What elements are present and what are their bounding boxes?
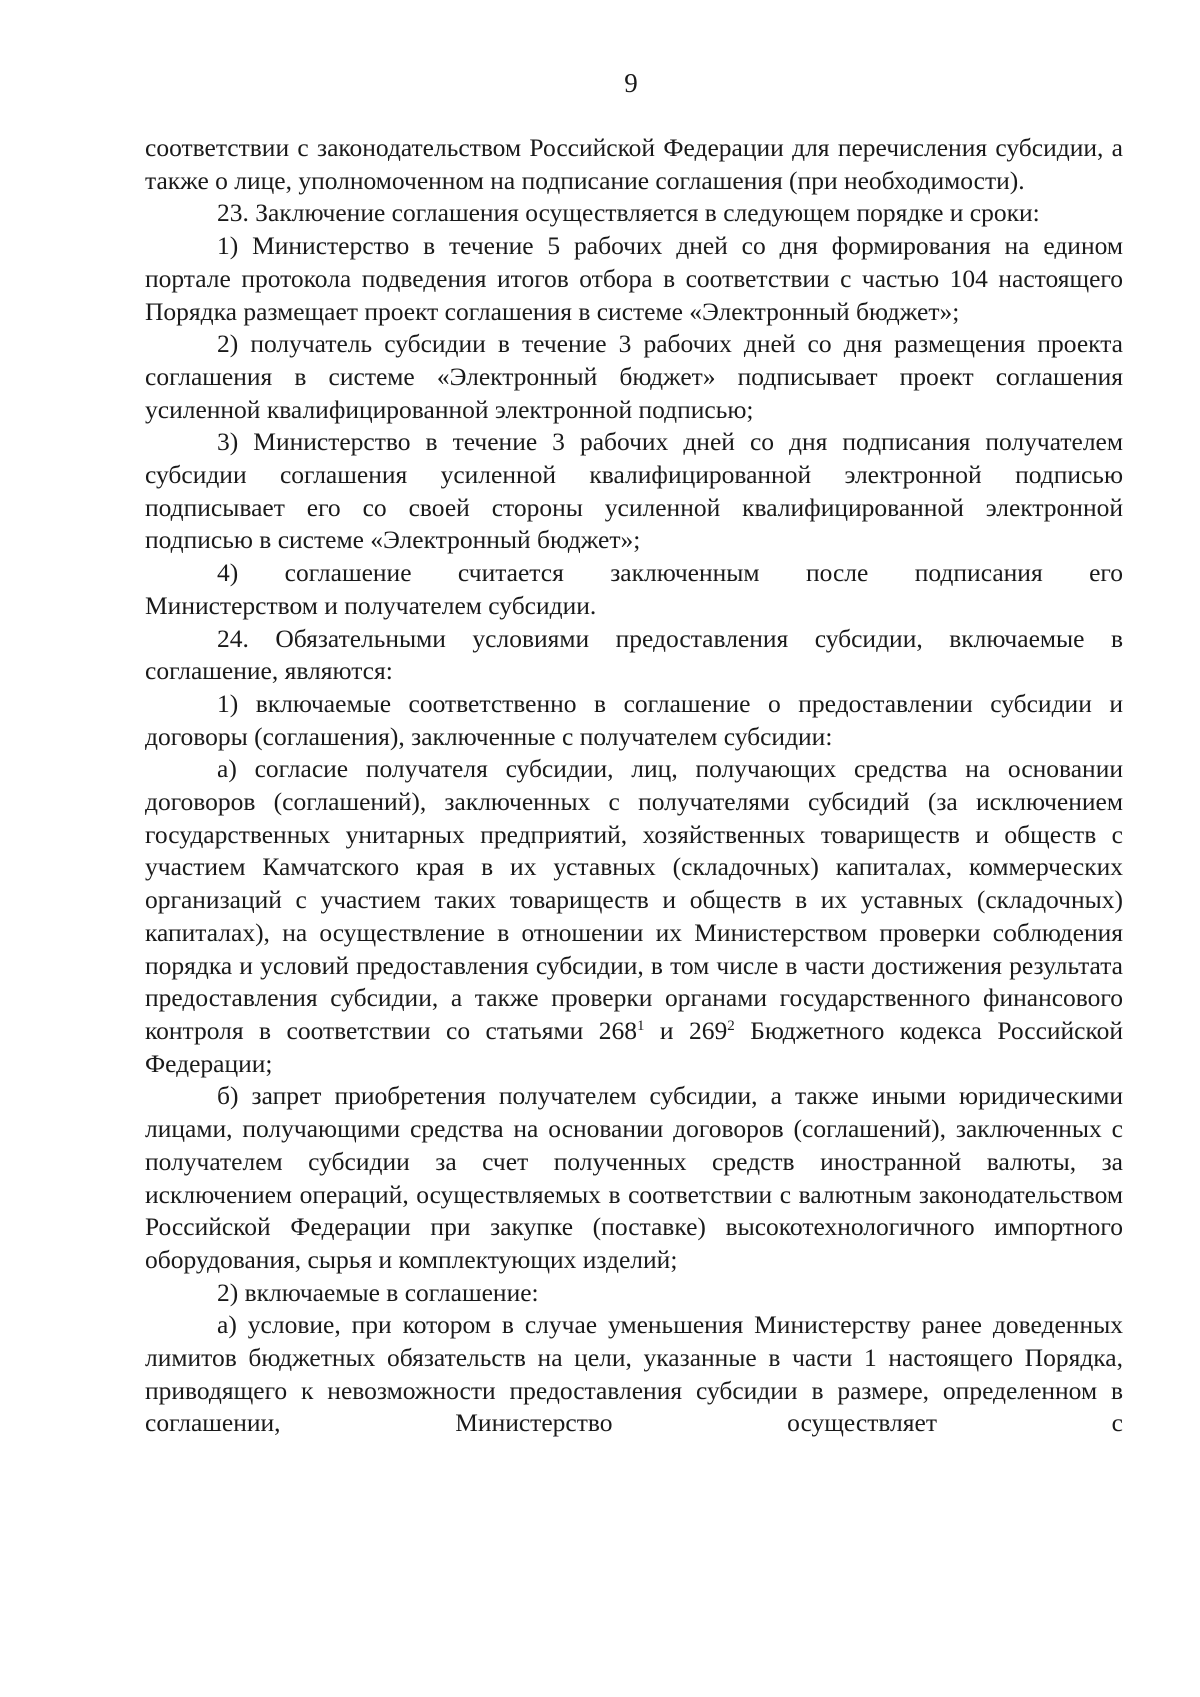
paragraph-continuation: соответствии с законодательством Российской Федерации для перечисления субсидии, а также о лице, уполномоченном на подписание соглашения (при необходимости). — [145, 133, 1123, 195]
paragraph-clause-23-item-3: 3) Министерство в течение 3 рабочих дней со дня подписания получателем субсидии соглашения усиленной квалифицированной электронной подписью подписывает его со своей стороны усиленной квалифицированной электронной подписью в системе «Электронный бюджет»; — [145, 427, 1123, 555]
paragraph-clause-24-item-1-a — [145, 753, 1123, 1080]
paragraph-clause-24-item-1-b: б) запрет приобретения получателем субсидии, а также иными юридическими лицами, получающими средства на основании договоров (соглашений), заключенных с получателем субсидии за счет полученных средств иностранной валюты, за исключением операций, осуществляемых в соответствии с валютным законодательством Российской Федерации при закупке (поставке) высокотехнологичного импортного оборудования, сырья и комплектующих изделий; — [145, 1081, 1123, 1274]
paragraph-clause-24-item-2-a: а) условие, при котором в случае уменьшения Министерству ранее доведенных лимитов бюджетных обязательств на цели, указанные в части 1 настоящего Порядка, приводящего к невозможности предоставления субсидии в размере, определенном в соглашении, Министерство осуществляет с — [145, 1310, 1123, 1438]
footnote-ref-268: 1 — [636, 1017, 645, 1034]
consent-clause-text-end: Бюджетного кодекса Российской Федерации; — [145, 1015, 1123, 1078]
paragraph-clause-24-item-2: 2) включаемые в соглашение: — [217, 1277, 539, 1307]
footnote-ref-269: 2 — [727, 1017, 735, 1034]
page-number: 9 — [624, 68, 638, 98]
document-body — [145, 132, 1123, 1440]
paragraph-clause-23-item-4-line-1: 4) соглашение считается заключенным после подписания его — [217, 558, 1123, 588]
consent-clause-text-middle: и 269 — [644, 1015, 728, 1045]
paragraph-clause-23: 23. Заключение соглашения осуществляется в следующем порядке и сроки: — [217, 198, 1040, 228]
paragraph-clause-23-item-2: 2) получатель субсидии в течение 3 рабочих дней со дня размещения проекта соглашения в системе «Электронный бюджет» подписывает проект соглашения усиленной квалифицированной электронной подписью; — [145, 329, 1123, 424]
paragraph-clause-24: 24. Обязательными условиями предоставления субсидии, включаемые в соглашение, являются: — [145, 623, 1123, 686]
consent-clause-text: а) согласие получателя субсидии, лиц, получающих средства на основании договоров (соглашений), заключенных с получателями субсидий (за исключением государственных унитарных предприятий, хозяйственных товариществ и обществ с участием Камчатского края в их уставных (складочных) капиталах, коммерческих организаций с участием таких товариществ и обществ в их уставных (складочных) капиталах), на осуществление в отношении их Министерством проверки соблюдения порядка и условий предоставления субсидии, в том числе в части достижения результата предоставления субсидии, а также проверки органами государственного финансового контроля в соответствии со статьями 268 — [145, 754, 1123, 1045]
paragraph-clause-23-item-1: 1) Министерство в течение 5 рабочих дней со дня формирования на едином портале протокола подведения итогов отбора в соответствии с частью 104 настоящего Порядка размещает проект соглашения в системе «Электронный бюджет»; — [145, 231, 1123, 326]
paragraph-clause-23-item-4-line-2: Министерством и получателем субсидии. — [145, 590, 597, 620]
paragraph-clause-24-item-1: 1) включаемые соответственно в соглашение о предоставлении субсидии и договоры (соглашения), заключенные с получателем субсидии: — [145, 688, 1123, 751]
